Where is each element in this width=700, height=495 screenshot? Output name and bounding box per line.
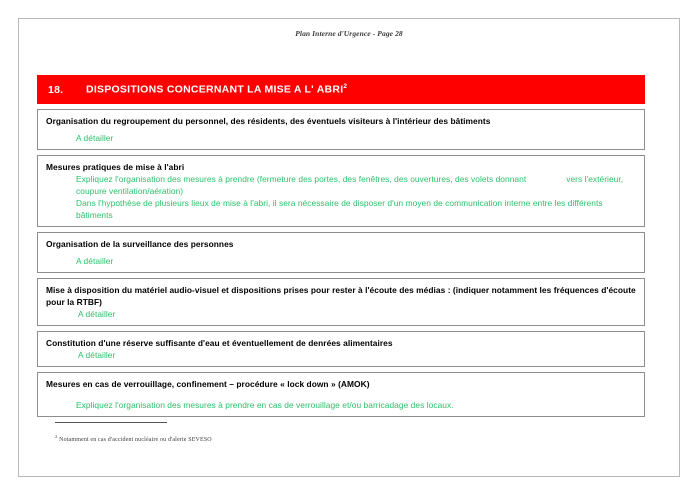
row-instruction: A détailler	[76, 132, 114, 143]
footnote-area	[55, 422, 655, 443]
footnote-text: Notamment en cas d'accident nucléaire ou d'alerte SEVESO	[59, 437, 212, 443]
table-row	[37, 372, 645, 417]
section-title: DISPOSITIONS CONCERNANT LA MISE A L' ABRI	[86, 83, 344, 96]
row-instruction	[46, 173, 638, 197]
section-title-bar	[37, 75, 645, 104]
table-row	[37, 232, 645, 273]
document-page	[18, 18, 680, 477]
row-instruction: Dans l'hypothèse de plusieurs lieux de mise à l'abri, il sera nécessaire de disposer d'un moyen de communication interne entre les différents bâtiments	[76, 197, 603, 220]
table-row	[37, 155, 645, 227]
document-content	[37, 75, 645, 417]
row-instruction: A détailler	[76, 255, 114, 266]
section-number: 18.	[48, 83, 64, 96]
page-header: Plan Interne d'Urgence - Page 28	[295, 29, 403, 38]
section-footnote-marker: 2	[343, 83, 348, 90]
row-heading: Organisation du regroupement du personnel, des résidents, des éventuels visiteurs à l'intérieur des bâtiments	[46, 115, 491, 126]
table-row	[37, 331, 645, 367]
row-heading: Constitution d'une réserve suffisante d'eau et éventuellement de denrées alimentaires	[46, 337, 393, 348]
row-instruction-line-1: Expliquez l'organisation des mesures à prendre (fermeture des portes, des fenêtres, des ouvertures, des volets donnant	[76, 173, 527, 184]
row-heading: Mesures pratiques de mise à l'abri	[46, 161, 185, 172]
row-instruction: A détailler	[78, 308, 116, 319]
footnote-separator	[55, 422, 167, 423]
row-instruction: Expliquez l'organisation des mesures à prendre en cas de verrouillage et/ou barricadage des locaux.	[76, 399, 454, 410]
footnote-marker: 2	[55, 434, 58, 439]
row-instruction-line-2: vers l'extérieur, coupure ventilation/aération)	[76, 173, 624, 196]
footnote	[55, 434, 655, 443]
row-heading: Organisation de la surveillance des personnes	[46, 238, 234, 249]
table-row	[37, 278, 645, 326]
row-instruction: A détailler	[78, 349, 116, 360]
table-row	[37, 109, 645, 150]
spacer	[46, 390, 638, 399]
row-heading: Mesures en cas de verrouillage, confinement – procédure « lock down » (AMOK)	[46, 378, 370, 389]
row-heading: Mise à disposition du matériel audio-visuel et dispositions prises pour rester à l'écoute des médias : (indiquer notamment les fréquences d'écoute pour la RTBF)	[46, 284, 636, 307]
